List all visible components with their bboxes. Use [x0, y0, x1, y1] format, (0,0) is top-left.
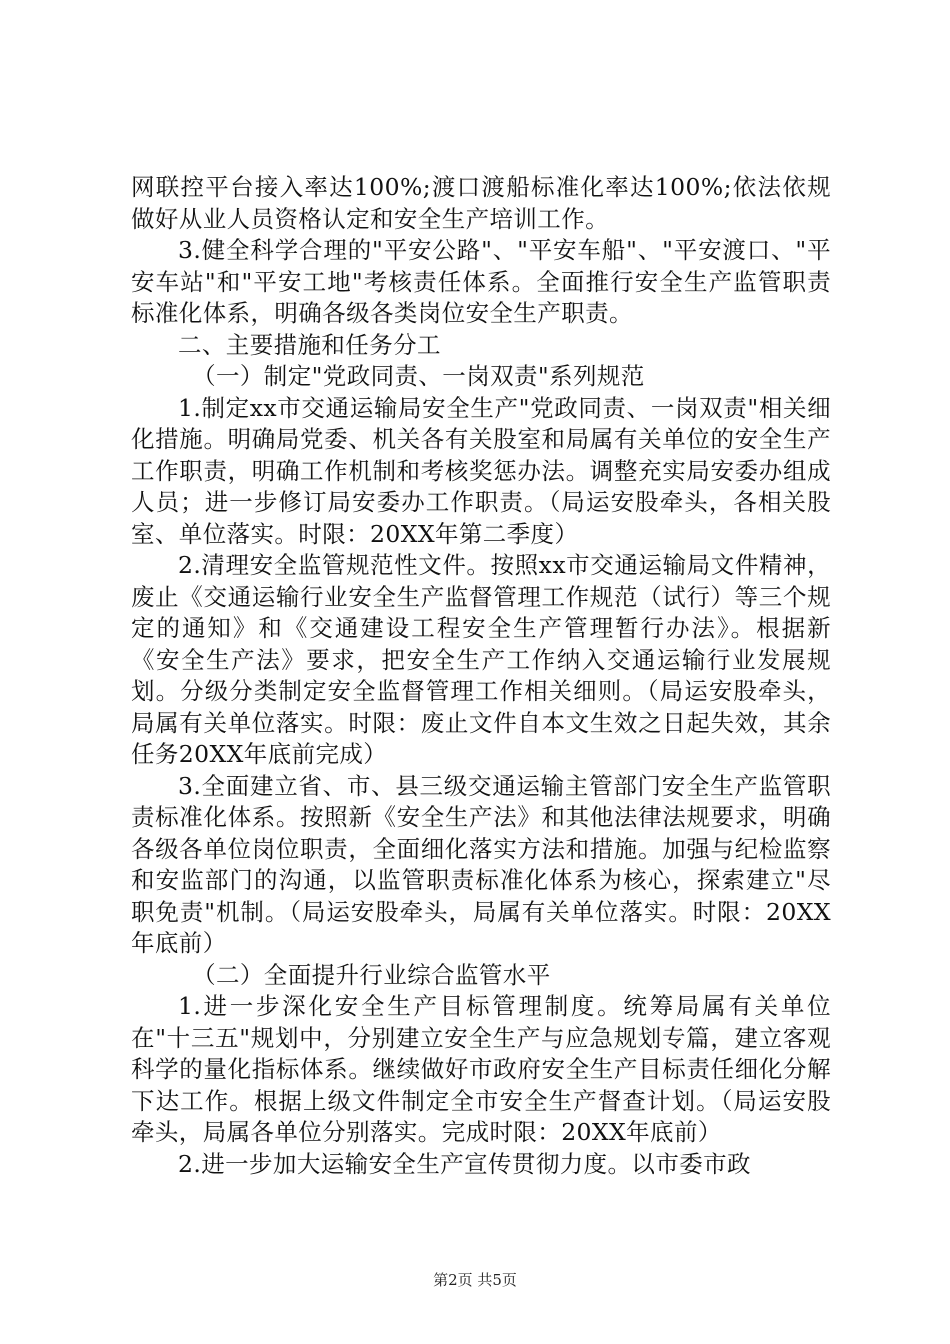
paragraph-continuation: 网联控平台接入率达100%;渡口渡船标准化率达100%;依法依规做好从业人员资格认定和安全生产培训工作。	[131, 173, 831, 233]
paragraph-item-1-3: 3.全面建立省、市、县三级交通运输主管部门安全生产监管职责标准化体系。按照新《安全生产法》和其他法律法规要求，明确各级各单位岗位职责，全面细化落实方法和措施。加强与纪检监察和安监部门的沟通，以监管职责标准化体系为核心，探索建立"尽职免责"机制。（局运安股牵头，局属有关单位落实。时限：20XX年底前）	[131, 771, 831, 957]
subsection-heading-1: （一）制定"党政同责、一岗双责"系列规范	[192, 362, 645, 390]
document-body	[131, 172, 831, 1180]
paragraph-item-2-2: 2.进一步加大运输安全生产宣传贯彻力度。以市委市政	[178, 1149, 751, 1178]
page-number-label: 第2页 共5页	[433, 1271, 517, 1289]
paragraph-item-1-1: 1.制定xx市交通运输局安全生产"党政同责、一岗双责"相关细化措施。明确局党委、机关各有关股室和局属有关单位的安全生产工作职责，明确工作机制和考核奖惩办法。调整充实局安委办组成人员；进一步修订局安委办工作职责。（局运安股牵头，各相关股室、单位落实。时限：20XX年第二季度）	[131, 393, 831, 548]
subsection-heading-2: （二）全面提升行业综合监管水平	[192, 960, 551, 989]
page-footer	[0, 1270, 950, 1290]
paragraph-item-2-1: 1.进一步深化安全生产目标管理制度。统筹局属有关单位在"十三五"规划中，分别建立安全生产与应急规划专篇，建立客观科学的量化指标体系。继续做好市政府安全生产目标责任细化分解下达工作。根据上级文件制定全市安全生产督查计划。（局运安股牵头，局属各单位分别落实。完成时限：20XX年底前）	[131, 992, 831, 1146]
section-heading: 二、主要措施和任务分工	[178, 330, 441, 359]
paragraph-item-3: 3.健全科学合理的"平安公路"、"平安车船"、"平安渡口、"平安车站"和"平安工地"考核责任体系。全面推行安全生产监管职责标准化体系，明确各级各类岗位安全生产职责。	[131, 236, 831, 327]
paragraph-item-1-2: 2.清理安全监管规范性文件。按照xx市交通运输局文件精神，废止《交通运输行业安全生产监督管理工作规范（试行）等三个规定的通知》和《交通建设工程安全生产管理暂行办法》。根据新《安全生产法》要求，把安全生产工作纳入交通运输行业发展规划。分级分类制定安全监督管理工作相关细则。（局运安股牵头，局属有关单位落实。时限：废止文件自本文生效之日起失效，其余任务20XX年底前完成）	[131, 551, 831, 768]
